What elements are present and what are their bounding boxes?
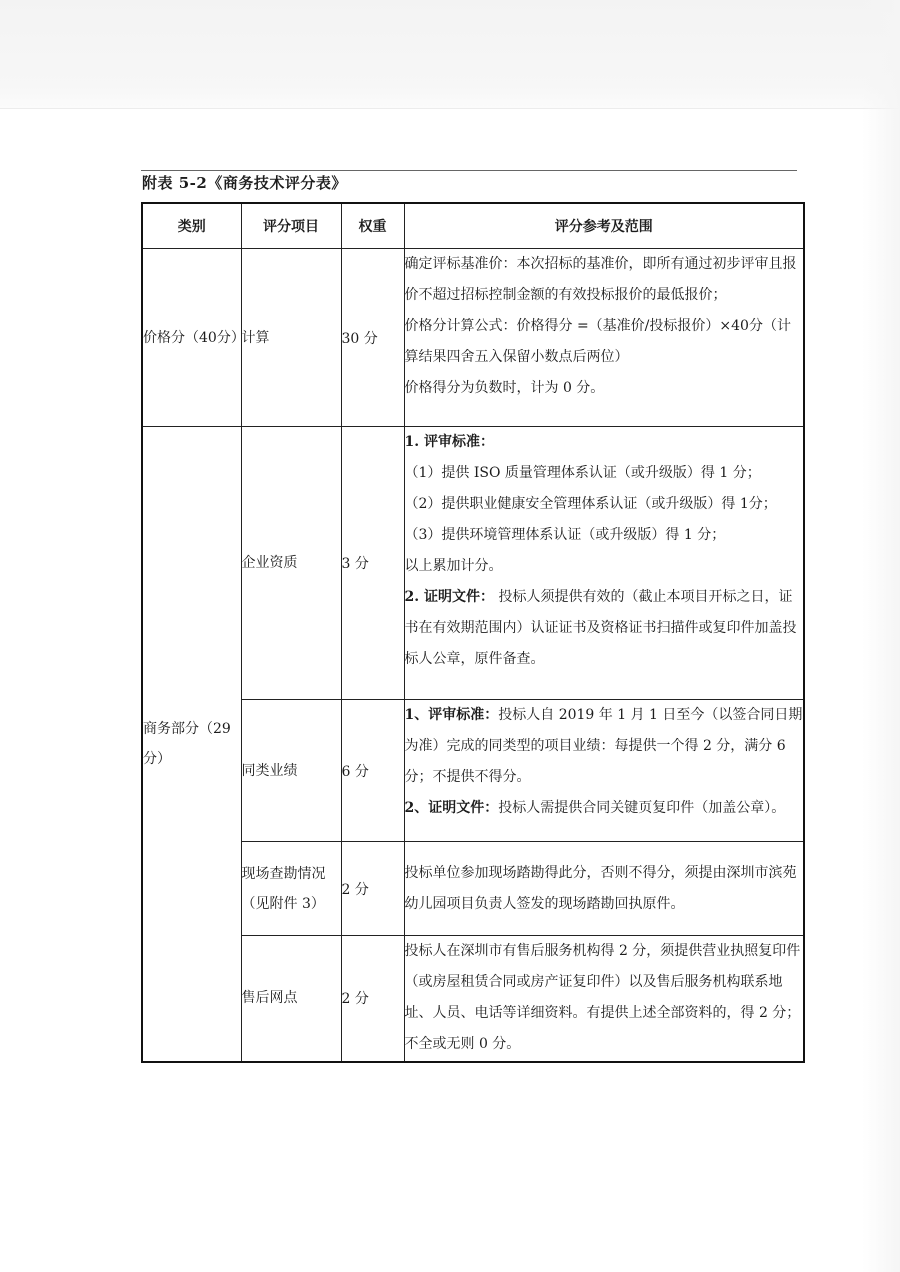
site-visit-item: 现场查勘情况（见附件 3） bbox=[241, 842, 341, 936]
header-row bbox=[142, 203, 804, 249]
price-desc-line: 确定评标基准价：本次招标的基准价，即所有通过初步评审且报价不超过招标控制金额的有效投标报价的最低报价； bbox=[404, 256, 797, 303]
performance-description bbox=[404, 700, 804, 842]
performance-weight: 6 分 bbox=[341, 700, 404, 842]
business-category: 商务部分（29 分） bbox=[142, 427, 241, 1062]
site-visit-description: 投标单位参加现场踏勘得此分，否则不得分，须提由深圳市滨苑幼儿园项目负责人签发的现场踏勘回执原件。 bbox=[404, 842, 804, 936]
qualification-weight: 3 分 bbox=[341, 427, 404, 700]
after-sales-weight: 2 分 bbox=[341, 936, 404, 1062]
qualification-proof-text: 投标人须提供有效的（截止本项目开标之日，证书在有效期范围内）认证证书及资格证书扫描件或复印件加盖投标人公章，原件备查。 bbox=[404, 589, 797, 667]
site-visit-row bbox=[142, 842, 804, 936]
performance-proof bbox=[405, 793, 804, 824]
after-sales-description: 投标人在深圳市有售后服务机构得 2 分，须提供营业执照复印件（或房屋租赁合同或房产证复印件）以及售后服务机构联系地址、人员、电话等详细资料。有提供上述全部资料的，得 2 分；不全或无则 0 分。 bbox=[404, 936, 804, 1062]
after-sales-row bbox=[142, 936, 804, 1062]
qualification-criteria-line: （1）提供 ISO 质量管理体系认证（或升级版）得 1 分； bbox=[404, 465, 761, 481]
price-row bbox=[142, 249, 804, 427]
header-weight: 权重 bbox=[341, 203, 404, 249]
performance-proof-text: 投标人需提供合同关键页复印件（加盖公章）。 bbox=[498, 800, 786, 816]
performance-item: 同类业绩 bbox=[241, 700, 341, 842]
price-item: 计算 bbox=[241, 249, 341, 427]
performance-proof-heading: 2、证明文件： bbox=[404, 800, 499, 816]
qualification-proof bbox=[405, 582, 804, 675]
site-visit-weight: 2 分 bbox=[341, 842, 404, 936]
qualification-criteria-heading: 1. 评审标准： bbox=[404, 434, 494, 450]
qualification-row bbox=[142, 427, 804, 700]
after-sales-item: 售后网点 bbox=[241, 936, 341, 1062]
price-desc-line: 价格得分为负数时，计为 0 分。 bbox=[404, 380, 605, 396]
performance-criteria-heading: 1、评审标准： bbox=[404, 707, 499, 723]
price-category: 价格分（40分） bbox=[142, 249, 241, 427]
qualification-criteria-line: （2）提供职业健康安全管理体系认证（或升级版）得 1分； bbox=[404, 496, 777, 512]
header-item: 评分项目 bbox=[241, 203, 341, 249]
price-description bbox=[404, 249, 804, 427]
header-reference: 评分参考及范围 bbox=[404, 203, 804, 249]
qualification-proof-heading: 2. 证明文件： bbox=[404, 589, 494, 605]
performance-row bbox=[142, 700, 804, 842]
header-category: 类别 bbox=[142, 203, 241, 249]
scan-edge bbox=[862, 0, 900, 1272]
caption-rule bbox=[141, 170, 797, 171]
price-weight: 30 分 bbox=[341, 249, 404, 427]
performance-criteria bbox=[405, 700, 804, 793]
price-desc-line: 价格分计算公式：价格得分 =（基准价/投标报价）×40分（计算结果四舍五入保留小数点后两位） bbox=[404, 318, 791, 365]
qualification-criteria-line: 以上累加计分。 bbox=[404, 558, 503, 574]
qualification-description bbox=[404, 427, 804, 700]
performance-criteria-text: 投标人自 2019 年 1 月 1 日至今（以签合同日期为准）完成的同类型的项目业绩：每提供一个得 2 分，满分 6 分；不提供不得分。 bbox=[404, 707, 803, 785]
scoring-table bbox=[141, 202, 805, 1063]
qualification-item: 企业资质 bbox=[241, 427, 341, 700]
qualification-criteria-line: （3）提供环境管理体系认证（或升级版）得 1 分； bbox=[404, 527, 726, 543]
table-caption: 附表 5-2《商务技术评分表》 bbox=[142, 174, 347, 192]
scan-shadow bbox=[0, 0, 900, 109]
